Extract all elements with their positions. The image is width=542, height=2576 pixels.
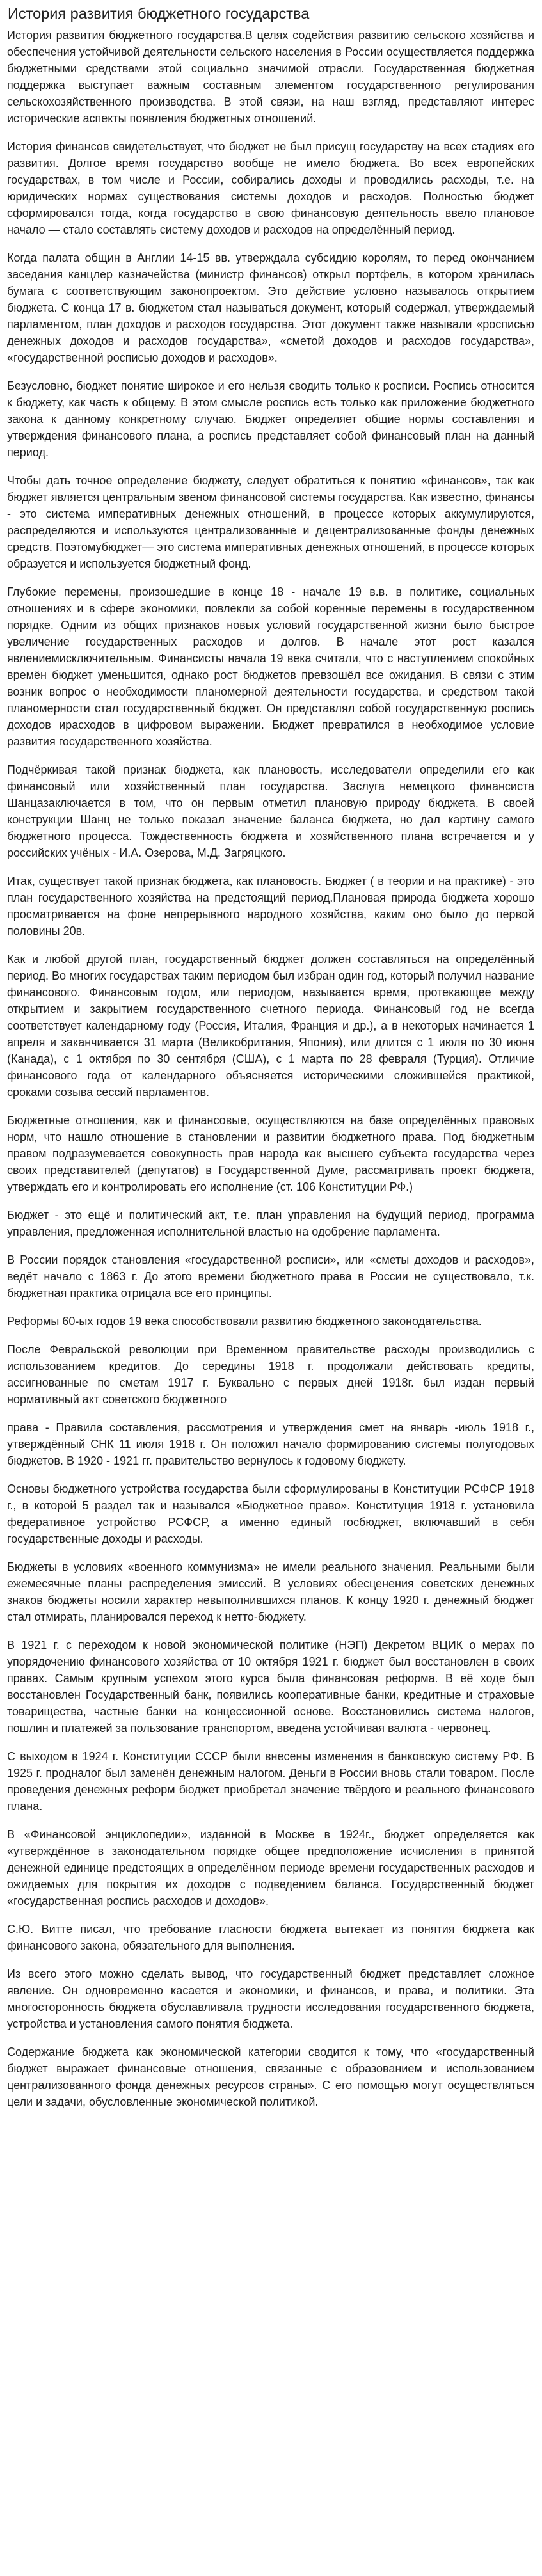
paragraph: В «Финансовой энциклопедии», изданной в Москве в 1924г., бюджет определяется как «утверждённое в законодательном порядке общее предположение исчисления в принятой денежной единице предстоящих в определённом периоде времени государственных расходов и ожидаемых для покрытия их доходов с подведением баланса. Государственный бюджет «государственная роспись расходов и доходов». xyxy=(7,1828,534,1907)
paragraph: Бюджетные отношения, как и финансовые, осуществляются на базе определённых правовых норм, что нашло отношение в становлении и развитии бюджетного права. Под бюджетным правом подразумевается совокупность прав народа как высшего субъекта государства через своих представителей (депутатов) в Государственной Думе, рассматривать проект бюджета, утверждать его и контролировать его исполнение (ст. 106 Конституции РФ.) xyxy=(7,1114,534,1193)
paragraph: Чтобы дать точное определение бюджету, следует обратиться к понятию «финансов», так как бюджет является центральным звеном финансовой системы государства. Как известно, финансы - это система императивных денежных отношений, в процессе которых аккумулируются, распределяются и используются централизованные и децентрализованные фонды денежных средств. Поэтомубюджет— это система императивных денежных отношений, в процессе которых образуется и используется бюджетный фонд. xyxy=(7,474,534,570)
article-title: История развития бюджетного государства xyxy=(8,5,310,22)
paragraph: Глубокие перемены, произошедшие в конце 18 - начале 19 в.в. в политике, социальных отношениях и в сфере экономики, повлекли за собой коренные перемены в государственном порядке. Одним из общих признаков новых условий государственной жизни было быстрое увеличение государственных расходов и долгов. В начале этот рост казался явлениемисключительным. Финансисты начала 19 века считали, что с наступлением спокойных времён бюджет уменьшится, однако рост бюджетов превзошёл все ожидания. В связи с этим возник вопрос о необходимости планомерной деятельности государства, и средством такой планомерности стал государственный бюджет. Он представлял собой государственную роспись доходов ирасходов в цифровом выражении. Бюджет превратился в необходимое условие развития государственного хозяйства. xyxy=(7,585,534,748)
paragraph: Основы бюджетного устройства государства были сформулированы в Конституции РСФСР 1918 г., в которой 5 раздел так и назывался «Бюджетное право». Конституция 1918 г. установила федеративное устройство РСФСР, а именно единый госбюджет, включавший в себя государственные доходы и расходы. xyxy=(7,1483,534,1545)
paragraph: С выходом в 1924 г. Конституции СССР были внесены изменения в банковскую систему РФ. В 1925 г. продналог был заменён денежным налогом. Деньги в России вновь стали товаром. После проведения денежных реформ бюджет приобретал значение твёрдого и реального финансового плана. xyxy=(7,1750,534,1813)
paragraph: Подчёркивая такой признак бюджета, как плановость, исследователи определили его как финансовый или хозяйственный план государства. Заслуга немецкого финансиста Шанцазаключается в том, что он первым отметил плановую природу бюджета. В своей конструкции Шанц не только показал значение баланса бюджета, но дал картину самого бюджетного процесса. Тождественность бюджета и хозяйственного плана встречается и у российских учёных - И.А. Озерова, М.Д. Загряцкого. xyxy=(7,763,534,859)
paragraph: Когда палата общин в Англии 14-15 вв. утверждала субсидию королям, то перед окончанием заседания канцлер казначейства (министр финансов) открыл портфель, в котором хранилась бумага с соответствующим законопроектом. Это действие условно называлось открытием бюджета. С конца 17 в. бюджетом стал называться документ, который содержал, утверждаемый парламентом, план доходов и расходов государства. Этот документ также называли «росписью денежных доходов и расходов государства», «сметой доходов и расходов государства», «государственной росписью доходов и расходов». xyxy=(7,251,534,364)
article-body xyxy=(7,27,534,2110)
paragraph: права - Правила составления, рассмотрения и утверждения смет на январь -июль 1918 г., утверждённый СНК 11 июля 1918 г. Он положил начало формированию системы полугодовых бюджетов. В 1920 - 1921 гг. правительство вернулось к годовому бюджету. xyxy=(7,1421,534,1467)
paragraph: Из всего этого можно сделать вывод, что государственный бюджет представляет сложное явление. Он одновременно касается и экономики, и финансов, и права, и политики. Эта многосторонность бюджета обуславливала трудности исследования государственного бюджета, устройства и установления самого понятия бюджета. xyxy=(7,1968,534,2030)
paragraph: История развития бюджетного государства.В целях содействия развитию сельского хозяйства и обеспечения устойчивой деятельности сельского населения в России осуществляется поддержка бюджетными средствами этой социально значимой отрасли. Государственная бюджетная поддержка выступает важным составным элементом государственного регулирования сельскохозяйственного производства. В этой связи, на наш взгляд, представляют интерес исторические аспекты появления бюджетных отношений. xyxy=(7,29,534,125)
paragraph: Бюджет - это ещё и политический акт, т.е. план управления на будущий период, программа управления, предложенная исполнительной властью на одобрение парламента. xyxy=(7,1209,534,1238)
paragraph: Содержание бюджета как экономической категории сводится к тому, что «государственный бюджет выражает финансовые отношения, связанные с образованием и использованием централизованного фонда денежных ресурсов страны». С его помощью могут осуществляться цели и задачи, обусловленные экономической политикой. xyxy=(7,2046,534,2108)
paragraph: Как и любой другой план, государственный бюджет должен составляться на определённый период. Во многих государствах таким периодом был избран один год, который получил название финансового. Финансовым годом, или периодом, называется время, протекающее между открытием и закрытием государственного счетного периода. Финансовый год не всегда соответствует календарному году (Россия, Италия, Франция и др.), а в некоторых начинается 1 апреля и заканчивается 31 марта (Великобритания, Япония), или длится с 1 июля по 30 июня (Канада), с 1 октября по 30 сентября (США), с 1 марта по 28 февраля (Турция). Отличие финансового года от календарного объясняется историческими сложившейся практикой, сроками созыва сессий парламентов. xyxy=(7,953,534,1099)
paragraph: Безусловно, бюджет понятие широкое и его нельзя сводить только к росписи. Роспись относится к бюджету, как часть к общему. В этом смысле роспись есть только как приложение бюджетного закона к данному конкретному случаю. Бюджет определяет общие нормы составления и утверждения финансового плана, а роспись представляет собой финансовый план на данный период. xyxy=(7,379,534,459)
paragraph: С.Ю. Витте писал, что требование гласности бюджета вытекает из понятия бюджета как финансового закона, обязательного для выполнения. xyxy=(7,1923,534,1952)
paragraph: После Февральской революции при Временном правительстве расходы производились с использованием кредитов. До середины 1918 г. продолжали действовать кредиты, ассигнованные по сметам 1917 г. Буквально с первых дней 1918г. был издан первый нормативный акт советского бюджетного xyxy=(7,1343,534,1406)
paragraph: Реформы 60-ых годов 19 века способствовали развитию бюджетного законодательства. xyxy=(7,1315,482,1328)
paragraph: Итак, существует такой признак бюджета, как плановость. Бюджет ( в теории и на практике) - это план государственного хозяйства на предстоящий период.Плановая природа бюджета хорошо просматривается на фоне непрерывного народного хозяйства, каким оно было до первой половины 20в. xyxy=(7,875,534,937)
paragraph: История финансов свидетельствует, что бюджет не был присущ государству на всех стадиях его развития. Долгое время государство вообще не имело бюджета. Во всех европейских государствах, в том числе и России, собирались доходы и проводились расходы, т.е. на юридических нормах существования системы доходов и расходов. Полностью бюджет сформировался тогда, когда государство в свою финансовую деятельность ввело плановое начало — стало составлять систему доходов и расходов на определённый период. xyxy=(7,140,534,236)
paragraph: Бюджеты в условиях «военного коммунизма» не имели реального значения. Реальными были ежемесячные планы распределения эмиссий. В условиях обесценения советских денежных знаков бюджеты носили характер невыполнившихся планов. К концу 1920 г. денежный бюджет стал отмирать, планировался переход к нетто-бюджету. xyxy=(7,1561,534,1623)
paragraph: В России порядок становления «государственной росписи», или «сметы доходов и расходов», ведёт начало с 1863 г. До этого времени бюджетного права в России не существовало, т.к. бюджетная практика отрицала все его принципы. xyxy=(7,1253,534,1300)
paragraph: В 1921 г. с переходом к новой экономической политике (НЭП) Декретом ВЦИК о мерах по упорядочению финансового хозяйства от 10 октября 1921 г. бюджет был восстановлен в своих правах. Самым крупным успехом этого курса была финансовая реформа. В её ходе был восстановлен Государственный банк, появились кооперативные банки, кредитные и страховые товарищества, частные банки на концессионной основе. Восстановились система налогов, пошлин и платежей за пользование транспортом, введена устойчивая валюта - червонец. xyxy=(7,1639,534,1735)
